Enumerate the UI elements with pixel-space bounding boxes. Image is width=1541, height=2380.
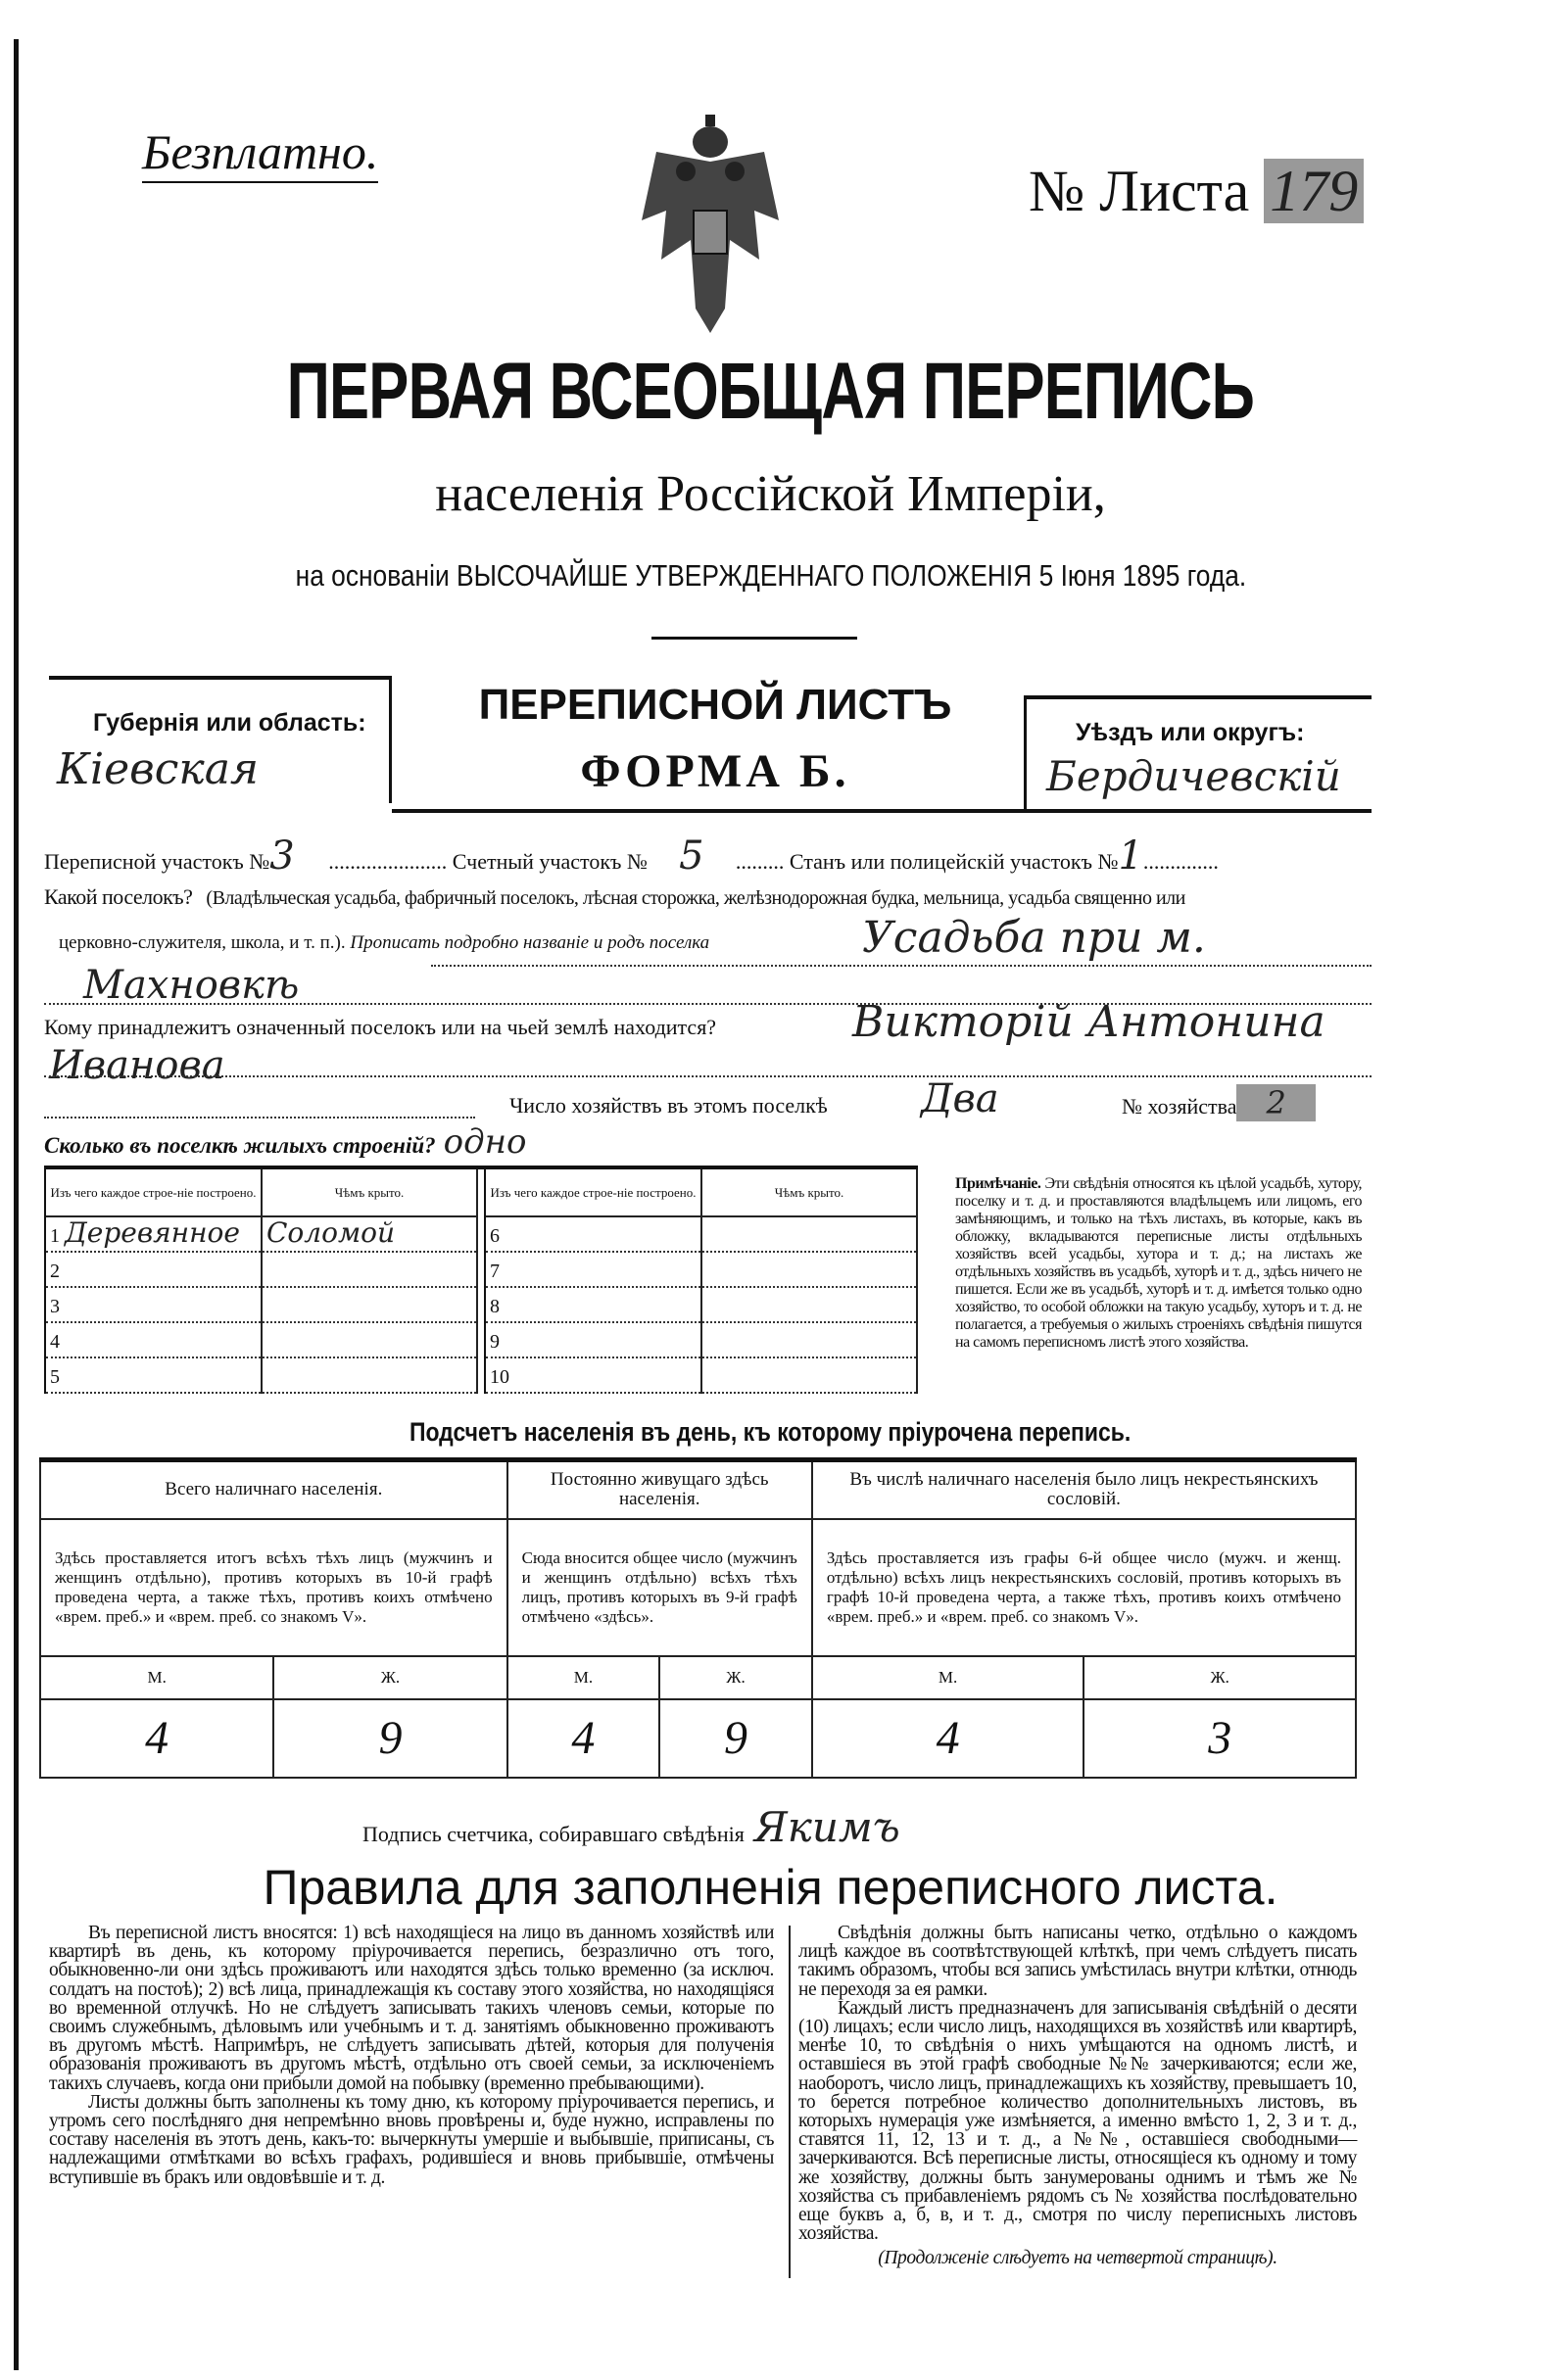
province-box [49,676,392,803]
table-separator [478,1169,486,1394]
count-area-label: Счетный участокъ № [452,849,648,874]
male-count[interactable]: 4 [40,1699,273,1778]
building-row-number: 2 [50,1261,60,1282]
district-value: Бердичевскій [1046,752,1341,800]
rules-right [798,1924,1357,2268]
building-cell-material[interactable] [486,1252,701,1287]
form-type: ФОРМА Б. [580,745,850,797]
police-value[interactable]: 1 [1118,833,1143,879]
rules-right-p1: Свѣдѣнія должны быть написаны четко, отдѣльно о каждомъ лицѣ каждое въ соотвѣтствующей клѣткѣ, при чемъ слѣдуетъ писать такимъ образомъ, чтобы вся запись умѣстилась внутри клѣтки, отнюдь не переходя за ея рамки. [798,1923,1357,2000]
col-roof-header: Чѣмъ крыто. [701,1169,917,1216]
count-title-text: Подсчетъ населенія въ день, къ которому пріурочена перепись. [409,1417,1132,1447]
building-row-number: 4 [50,1331,60,1353]
count-col-desc: Здѣсь проставляется итогъ всѣхъ тѣхъ лицъ (мужчинъ и женщинъ отдѣльно), противъ которыхъ въ 10-й графѣ проведена черта, а также тѣхъ, противъ коихъ отмѣчено «врем. преб.» и «врем. преб. со знакомъ V». [40,1519,507,1656]
building-row [486,1252,917,1287]
col-roof-header: Чѣмъ крыто. [262,1169,477,1216]
page-subtitle: населенія Россійской Имперіи, [435,466,1106,522]
building-cell-roof[interactable] [262,1357,477,1393]
building-cell-roof[interactable] [262,1216,477,1252]
building-cell-roof[interactable] [701,1252,917,1287]
building-cell-material[interactable] [486,1322,701,1357]
building-row [486,1322,917,1357]
settlement-value[interactable]: Усадьба при м. [862,913,1206,963]
owner-value-2[interactable]: Иванова [49,1043,225,1088]
building-cell-roof[interactable] [701,1322,917,1357]
buildings-label [44,1124,527,1164]
building-cell-roof[interactable] [262,1287,477,1322]
building-row [46,1216,477,1252]
province-value: Кіевская [57,744,260,794]
count-col-desc: Сюда вносится общее число (мужчинъ и женщинъ отдѣльно) всѣхъ тѣхъ лицъ, противъ которыхъ въ 9-й графѣ отмѣчено «здѣсь». [507,1519,812,1656]
sheet-label-text: № Листа [1029,159,1250,223]
household-number-value[interactable]: 2 [1236,1084,1315,1121]
area-row: Переписной участокъ №3 ...................... Счетный участокъ № 5 ......... Станъ или полицейскій участокъ №1.............. [44,833,1219,879]
households-label: Число хозяйствъ въ этомъ поселкѣ [509,1093,828,1118]
count-title [0,1416,1541,1448]
dotted-line [431,965,1372,967]
note [955,1175,1362,1352]
count-table [39,1457,1357,1779]
dotted-line [44,1075,1372,1077]
building-cell-material[interactable] [46,1252,262,1287]
building-cell-material[interactable] [46,1322,262,1357]
rules-left-p1: Въ переписной листъ вносятся: 1) всѣ находящіеся на лицо въ данномъ хозяйствѣ или квартирѣ въ день, къ которому пріурочивается перепись, безразлично отъ того, обыкновенно-ли они здѣсь проживаютъ или находятся здѣсь только временно (за исключ. солдатъ на постоѣ); 2) всѣ лица, принадлежащія къ составу этого хозяйства, но находящіяся во временной отлучкѣ. Но не слѣдуетъ записывать такихъ членовъ семьи, которые по своимъ служебнымъ, дѣловымъ или учебнымъ и т. д. занятіямъ обыкновенно проживаютъ въ другомъ мѣстѣ. Напримѣръ, не слѣдуетъ записывать дѣтей, которыя для полученія образованія проживаютъ въ другомъ мѣстѣ, отдѣльно отъ своей семьи, за исключеніемъ такихъ случаевъ, когда они прибыли домой на побывку (временно пребывающими). [49,1923,774,2094]
note-title: Примѣчаніе. [955,1175,1041,1192]
imperial-eagle-emblem [637,113,784,338]
col-material-header: Изъ чего каждое строе-ніе построено. [486,1169,701,1216]
building-cell-roof[interactable] [262,1322,477,1357]
rule [392,809,1372,813]
building-cell-material[interactable] [486,1357,701,1393]
column-divider [789,1926,791,2278]
note-text: Эти свѣдѣнія относятся къ цѣлой усадьбѣ, хутору, поселку и т. д. и проставляются владѣльцемъ или лицомъ, его замѣняющимъ, и только на тѣхъ листахъ, въ которые, какъ въ обложку, вкладываются переписные листы отдѣльныхъ хозяйствъ всей усадьбы, хутора и т. д.; на листахъ же отдѣльныхъ хозяйствъ въ усадьбѣ, хуторѣ и т. д., здѣсь ничего не пишется. Если же въ усадьбѣ, хуторѣ и т. д. имѣется только одно хозяйство, то особой обложки на такую усадьбу, хуторъ и т. д. не полагается, а требуемыя о жилыхъ строеніяхъ свѣдѣнія пишутся на самомъ переписномъ листѣ этого хозяйства. [955,1175,1363,1351]
building-cell-roof[interactable] [262,1252,477,1287]
basis-text: на основаніи ВЫСОЧАЙШЕ УТВЕРЖДЕННАГО ПОЛОЖЕНІЯ 5 Іюня 1895 года. [295,558,1246,593]
buildings-label-text: Сколько въ поселкѣ жилыхъ строеній? [44,1133,436,1158]
rules-continued: (Продолженіе слѣдуетъ на четвертой страницѣ). [878,2248,1277,2269]
building-roof: Соломой [266,1216,396,1249]
building-row [46,1287,477,1322]
building-cell-material[interactable] [486,1216,701,1252]
building-cell-material[interactable] [486,1287,701,1322]
rules-title: Правила для заполненія переписного листа. [263,1860,1278,1915]
page-title [0,348,1541,436]
rules-right-p2: Каждый листъ предназначенъ для записыванія свѣдѣній о десяти (10) лицахъ; если число лицъ, находящихся въ хозяйствѣ или квартирѣ, менѣе 10, то свѣдѣнія о нихъ умѣщаются на одномъ листѣ, и оставшіеся въ этой графѣ свободные №№ зачеркиваются; если же, наоборотъ, число лицъ, принадлежащихъ къ хозяйству, превышаетъ 10, то берется потребное количество дополнительныхъ листовъ, въ которыхъ нумерація уже измѣняется, а именно вмѣсто 1, 2, 3 и т. д., ставятся 11, 12, 13 и т. д., а №№, оставшіеся свободными—зачеркиваются. Всѣ переписные листы, относящіеся къ одному и тому же хозяйству, должны быть занумерованы однимъ и тѣмъ же № хозяйства съ прибавленіемъ рядомъ съ № хозяйства послѣдовательно еще буквъ а, б, в, и т. д., смотря по числу переписныхъ листовъ хозяйства. [798,1997,1357,2245]
households-value[interactable]: Два [921,1076,999,1121]
building-row [46,1322,477,1357]
building-row-number: 8 [490,1296,500,1317]
building-row-number: 1 [50,1225,60,1247]
page-title-text: ПЕРВАЯ ВСЕОБЩАЯ ПЕРЕПИСЬ [286,347,1255,436]
settlement-hint-3: Прописать подробно названіе и родъ поселка [350,932,710,953]
female-label: Ж. [1084,1656,1356,1699]
settlement-hint [59,932,709,954]
district-label: Уѣздъ или округъ: [1076,719,1305,746]
dotted-line [44,1117,475,1119]
signature-label [362,1804,900,1858]
count-col-header: Въ числѣ наличнаго населенія было лицъ некрестьянскихъ сословій. [812,1460,1356,1519]
census-area-label: Переписной участокъ № [44,849,270,874]
district-box [1024,695,1372,813]
building-row [486,1357,917,1393]
building-row-number: 9 [490,1331,500,1353]
settlement-row [44,885,1185,910]
form-name: ПЕРЕПИСНОЙ ЛИСТЪ [478,681,952,729]
buildings-value[interactable]: одно [443,1122,527,1162]
building-row [46,1252,477,1287]
signature-label-text: Подпись счетчика, собиравшаго свѣдѣнія [362,1822,745,1846]
household-number-label-text: № хозяйства [1122,1094,1237,1119]
male-label: М. [507,1656,660,1699]
settlement-label: Какой поселокъ? [44,884,193,909]
building-cell-material[interactable] [46,1357,262,1393]
police-label: Станъ или полицейскій участокъ № [789,849,1119,874]
building-row-number: 6 [490,1225,500,1247]
building-row-number: 5 [50,1366,60,1388]
building-row [46,1357,477,1393]
female-count[interactable]: 9 [273,1699,506,1778]
buildings-table-right [486,1169,918,1394]
settlement-hint-1: (Владѣльческая усадьба, фабричный поселокъ, лѣсная сторожка, желѣзнодорожная будка, мельница, усадьба священно или [206,887,1185,909]
basis-line [0,556,1541,595]
rules-left [49,1924,774,2187]
count-col-header: Всего наличнаго населенія. [40,1460,507,1519]
sheet-number: 179 [1264,159,1364,223]
male-count[interactable]: 4 [507,1699,660,1778]
female-count[interactable]: 3 [1084,1699,1356,1778]
count-col-desc: Здѣсь проставляется изъ графы 6-й общее число (мужч. и женщ. отдѣльно) всѣхъ лицъ некрестьянскихъ сословій, противъ которыхъ въ графѣ 10-й проведена черта, а также тѣхъ, противъ коихъ отмѣчено «врем. преб.» и «врем. преб. со знакомъ V». [812,1519,1356,1656]
province-label: Губернія или область: [93,709,366,737]
owner-value[interactable]: Викторій Антонина [852,997,1325,1047]
count-area-value[interactable]: 5 [679,833,704,879]
divider [651,637,857,640]
female-label: Ж. [659,1656,812,1699]
signature: Якимъ [753,1803,900,1851]
building-cell-material[interactable] [46,1216,262,1252]
settlement-value-2[interactable]: Махновкѣ [83,963,300,1008]
female-label: Ж. [273,1656,506,1699]
building-cell-roof[interactable] [701,1216,917,1252]
female-count[interactable]: 9 [659,1699,812,1778]
building-row-number: 3 [50,1296,60,1317]
buildings-table [44,1166,918,1394]
building-cell-roof[interactable] [701,1357,917,1393]
household-number-label [1122,1085,1316,1124]
building-material: Деревянное [65,1216,240,1249]
census-area-value[interactable]: 3 [269,833,295,879]
male-label: М. [40,1656,273,1699]
male-label: М. [812,1656,1084,1699]
col-material-header: Изъ чего каждое строе-ніе построено. [46,1169,262,1216]
rules-left-p2: Листы должны быть заполнены къ тому дню, къ которому пріурочивается перепись, и утромъ сего послѣдняго дня непремѣнно вновь провѣрены и, буде нужно, исправлены по составу населенія въ этотъ день, какъ-то: вычеркнуты умершіе и выбывшіе, приписаны, съ надлежащими отмѣтками во всѣхъ графахъ, родившіеся и вновь прибывшіе, отмѣчены вступившіе въ бракъ или овдовѣвшіе и т. д. [49,2091,774,2188]
building-row-number: 7 [490,1261,500,1282]
buildings-table-left [46,1169,478,1394]
owner-label: Кому принадлежитъ означенный поселокъ или на чьей землѣ находится? [44,1015,717,1039]
building-row [486,1216,917,1252]
building-cell-roof[interactable] [701,1287,917,1322]
building-cell-material[interactable] [46,1287,262,1322]
count-col-header: Постоянно живущаго здѣсь населенія. [507,1460,812,1519]
building-row-number: 10 [490,1366,509,1388]
sheet-number-label [1029,157,1364,225]
building-row [486,1287,917,1322]
free-label: Безплатно. [142,122,378,183]
male-count[interactable]: 4 [812,1699,1084,1778]
settlement-hint-2: церковно-служителя, школа, и т. п.). [59,932,346,953]
